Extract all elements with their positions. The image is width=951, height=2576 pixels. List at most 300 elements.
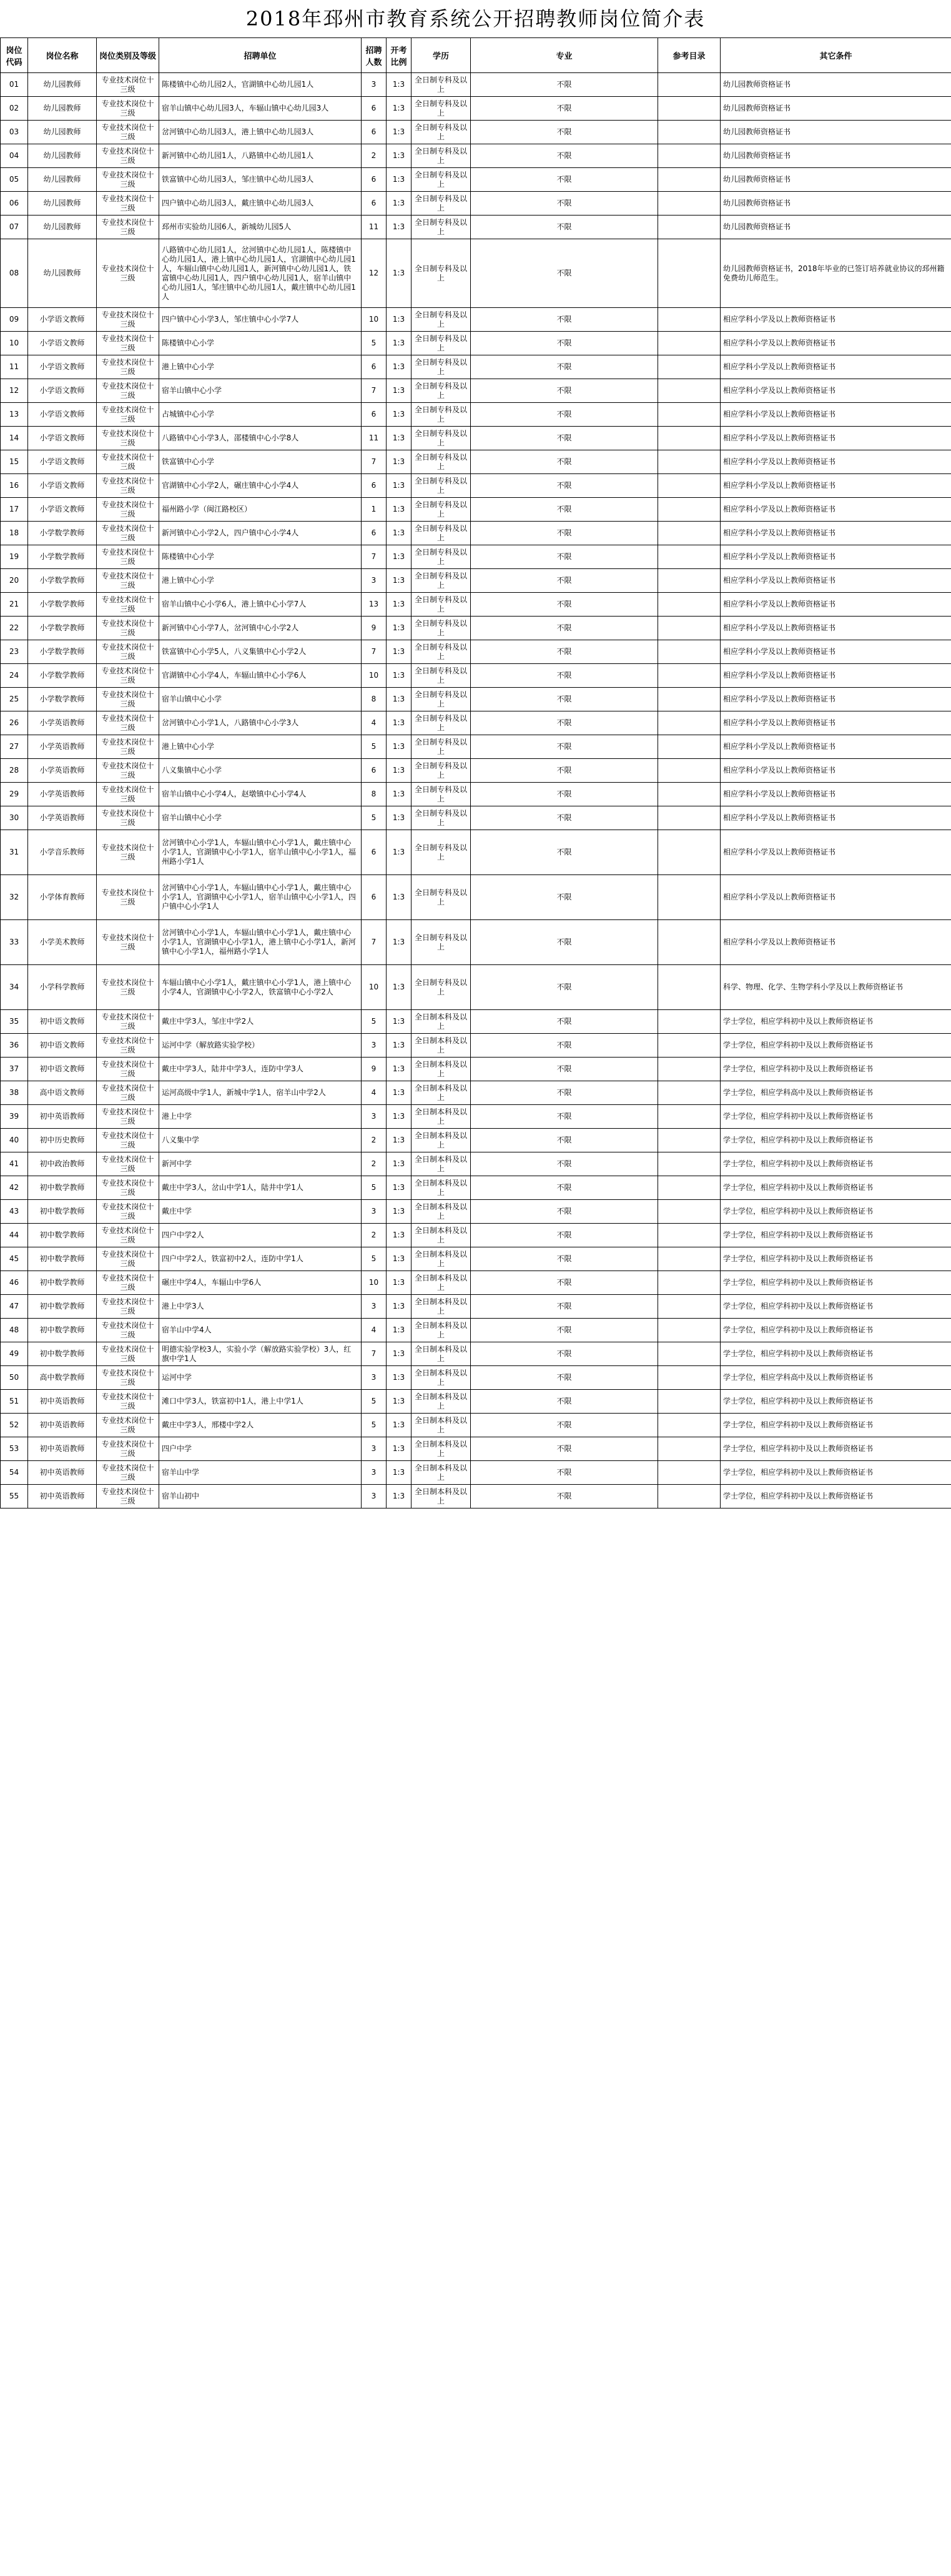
cell-type: 专业技术岗位十三级 — [97, 1437, 159, 1461]
cell-unit: 八义集镇中心小学 — [159, 759, 362, 783]
cell-name: 小学语文教师 — [28, 355, 97, 379]
cell-edu: 全日制本科及以上 — [411, 1247, 471, 1271]
cell-edu: 全日制专科及以上 — [411, 965, 471, 1010]
cell-type: 专业技术岗位十三级 — [97, 308, 159, 332]
cell-unit: 戴庄中学3人，陆井中学3人，连防中学3人 — [159, 1058, 362, 1081]
cell-major: 不限 — [471, 73, 658, 97]
cell-type: 专业技术岗位十三级 — [97, 759, 159, 783]
cell-num: 3 — [362, 73, 387, 97]
cell-num: 12 — [362, 239, 387, 308]
cell-num: 7 — [362, 920, 387, 965]
cell-num: 7 — [362, 545, 387, 569]
cell-ratio: 1:3 — [387, 1485, 411, 1508]
cell-edu: 全日制本科及以上 — [411, 1224, 471, 1247]
cell-num: 5 — [362, 332, 387, 355]
cell-unit: 岔河镇中心小学1人，车辐山镇中心小学1人，戴庄镇中心小学1人，官湖镇中心小学1人，宿羊山镇中心小学1人，福州路小学1人 — [159, 830, 362, 875]
table-row — [1, 711, 951, 735]
cell-ref — [658, 355, 721, 379]
cell-code: 22 — [1, 617, 28, 640]
cell-name: 幼儿园教师 — [28, 239, 97, 308]
cell-name: 初中英语教师 — [28, 1437, 97, 1461]
cell-name: 幼儿园教师 — [28, 121, 97, 144]
cell-ref — [658, 664, 721, 688]
cell-edu: 全日制本科及以上 — [411, 1200, 471, 1224]
cell-major: 不限 — [471, 1224, 658, 1247]
table-row — [1, 379, 951, 403]
cell-major: 不限 — [471, 1319, 658, 1342]
cell-ratio: 1:3 — [387, 332, 411, 355]
cell-edu: 全日制专科及以上 — [411, 498, 471, 522]
cell-unit: 港上镇中心小学 — [159, 735, 362, 759]
cell-name: 小学数学教师 — [28, 545, 97, 569]
cell-other: 相应学科小学及以上教师资格证书 — [721, 759, 951, 783]
cell-name: 初中语文教师 — [28, 1034, 97, 1058]
cell-code: 13 — [1, 403, 28, 427]
cell-ref — [658, 332, 721, 355]
cell-other: 学士学位，相应学科初中及以上教师资格证书 — [721, 1485, 951, 1508]
cell-unit: 港上镇中心小学 — [159, 569, 362, 593]
cell-unit: 新河镇中心小学2人，四户镇中心小学4人 — [159, 522, 362, 545]
cell-name: 小学英语教师 — [28, 806, 97, 830]
cell-num: 6 — [362, 759, 387, 783]
cell-edu: 全日制专科及以上 — [411, 593, 471, 617]
cell-other: 相应学科小学及以上教师资格证书 — [721, 474, 951, 498]
cell-other: 相应学科小学及以上教师资格证书 — [721, 806, 951, 830]
cell-ratio: 1:3 — [387, 73, 411, 97]
table-row — [1, 1058, 951, 1081]
header-ratio: 开考比例 — [387, 38, 411, 73]
cell-unit: 岔河镇中心小学1人，车辐山镇中心小学1人，戴庄镇中心小学1人，官湖镇中心小学1人，港上镇中心小学1人，新河镇中心小学1人，福州路小学1人 — [159, 920, 362, 965]
cell-type: 专业技术岗位十三级 — [97, 1414, 159, 1437]
cell-code: 49 — [1, 1342, 28, 1366]
cell-major: 不限 — [471, 215, 658, 239]
cell-ref — [658, 121, 721, 144]
header-edu: 学历 — [411, 38, 471, 73]
cell-unit: 宿羊山镇中心小学4人，赵墩镇中心小学4人 — [159, 783, 362, 806]
cell-major: 不限 — [471, 593, 658, 617]
cell-major: 不限 — [471, 1010, 658, 1034]
cell-code: 11 — [1, 355, 28, 379]
cell-other: 相应学科小学及以上教师资格证书 — [721, 735, 951, 759]
cell-ratio: 1:3 — [387, 1010, 411, 1034]
cell-code: 37 — [1, 1058, 28, 1081]
cell-num: 3 — [362, 1034, 387, 1058]
cell-num: 5 — [362, 1390, 387, 1414]
cell-num: 6 — [362, 192, 387, 215]
cell-type: 专业技术岗位十三级 — [97, 1224, 159, 1247]
cell-edu: 全日制本科及以上 — [411, 1414, 471, 1437]
cell-ratio: 1:3 — [387, 427, 411, 450]
cell-ratio: 1:3 — [387, 1414, 411, 1437]
cell-major: 不限 — [471, 1081, 658, 1105]
cell-edu: 全日制本科及以上 — [411, 1342, 471, 1366]
cell-ref — [658, 427, 721, 450]
cell-name: 初中英语教师 — [28, 1414, 97, 1437]
cell-edu: 全日制专科及以上 — [411, 875, 471, 920]
cell-type: 专业技术岗位十三级 — [97, 1342, 159, 1366]
cell-ratio: 1:3 — [387, 522, 411, 545]
cell-type: 专业技术岗位十三级 — [97, 498, 159, 522]
cell-num: 3 — [362, 1437, 387, 1461]
cell-num: 3 — [362, 1366, 387, 1390]
cell-major: 不限 — [471, 192, 658, 215]
table-row — [1, 1366, 951, 1390]
cell-other: 相应学科小学及以上教师资格证书 — [721, 593, 951, 617]
cell-name: 初中英语教师 — [28, 1485, 97, 1508]
cell-num: 5 — [362, 1176, 387, 1200]
cell-name: 初中数学教师 — [28, 1247, 97, 1271]
header-unit: 招聘单位 — [159, 38, 362, 73]
cell-code: 31 — [1, 830, 28, 875]
cell-code: 04 — [1, 144, 28, 168]
cell-major: 不限 — [471, 711, 658, 735]
cell-num: 11 — [362, 215, 387, 239]
cell-name: 小学数学教师 — [28, 569, 97, 593]
cell-code: 35 — [1, 1010, 28, 1034]
cell-num: 10 — [362, 308, 387, 332]
table-row — [1, 1105, 951, 1129]
cell-ratio: 1:3 — [387, 1058, 411, 1081]
cell-name: 小学数学教师 — [28, 617, 97, 640]
cell-major: 不限 — [471, 1200, 658, 1224]
cell-code: 28 — [1, 759, 28, 783]
cell-other: 学士学位，相应学科初中及以上教师资格证书 — [721, 1342, 951, 1366]
header-code: 岗位代码 — [1, 38, 28, 73]
cell-unit: 车辐山镇中心小学1人，戴庄镇中心小学1人，港上镇中心小学4人，官湖镇中心小学2人，铁富镇中心小学2人 — [159, 965, 362, 1010]
table-row — [1, 1010, 951, 1034]
cell-type: 专业技术岗位十三级 — [97, 73, 159, 97]
cell-type: 专业技术岗位十三级 — [97, 783, 159, 806]
cell-type: 专业技术岗位十三级 — [97, 1461, 159, 1485]
cell-unit: 新河镇中心幼儿园1人，八路镇中心幼儿园1人 — [159, 144, 362, 168]
table-row — [1, 403, 951, 427]
cell-ref — [658, 1295, 721, 1319]
cell-type: 专业技术岗位十三级 — [97, 239, 159, 308]
cell-other: 相应学科小学及以上教师资格证书 — [721, 640, 951, 664]
cell-unit: 戴庄中学 — [159, 1200, 362, 1224]
table-row — [1, 522, 951, 545]
cell-edu: 全日制专科及以上 — [411, 617, 471, 640]
cell-name: 小学体育教师 — [28, 875, 97, 920]
cell-num: 6 — [362, 168, 387, 192]
cell-major: 不限 — [471, 498, 658, 522]
cell-major: 不限 — [471, 1461, 658, 1485]
cell-code: 08 — [1, 239, 28, 308]
cell-edu: 全日制专科及以上 — [411, 806, 471, 830]
cell-edu: 全日制专科及以上 — [411, 379, 471, 403]
table-row — [1, 1437, 951, 1461]
cell-other: 相应学科小学及以上教师资格证书 — [721, 427, 951, 450]
table-row — [1, 1414, 951, 1437]
cell-ref — [658, 545, 721, 569]
cell-name: 初中数学教师 — [28, 1319, 97, 1342]
table-row — [1, 192, 951, 215]
table-header-row — [1, 38, 951, 73]
cell-other: 学士学位，相应学科初中及以上教师资格证书 — [721, 1176, 951, 1200]
cell-ref — [658, 1034, 721, 1058]
cell-num: 8 — [362, 783, 387, 806]
cell-ratio: 1:3 — [387, 1224, 411, 1247]
cell-code: 01 — [1, 73, 28, 97]
cell-name: 小学英语教师 — [28, 783, 97, 806]
cell-type: 专业技术岗位十三级 — [97, 1366, 159, 1390]
cell-other: 相应学科小学及以上教师资格证书 — [721, 783, 951, 806]
cell-other: 学士学位，相应学科初中及以上教师资格证书 — [721, 1200, 951, 1224]
table-row — [1, 121, 951, 144]
cell-num: 2 — [362, 1224, 387, 1247]
cell-edu: 全日制本科及以上 — [411, 1390, 471, 1414]
table-row — [1, 239, 951, 308]
cell-num: 6 — [362, 875, 387, 920]
cell-name: 初中数学教师 — [28, 1224, 97, 1247]
cell-ref — [658, 1342, 721, 1366]
header-type: 岗位类别及等级 — [97, 38, 159, 73]
cell-code: 32 — [1, 875, 28, 920]
table-row — [1, 1152, 951, 1176]
cell-num: 6 — [362, 97, 387, 121]
cell-name: 小学语文教师 — [28, 450, 97, 474]
header-major: 专业 — [471, 38, 658, 73]
cell-edu: 全日制本科及以上 — [411, 1034, 471, 1058]
cell-unit: 新河镇中心小学7人，岔河镇中心小学2人 — [159, 617, 362, 640]
cell-unit: 港上中学3人 — [159, 1295, 362, 1319]
cell-unit: 八路镇中心小学3人，邵楼镇中心小学8人 — [159, 427, 362, 450]
cell-num: 6 — [362, 355, 387, 379]
table-row — [1, 427, 951, 450]
cell-num: 3 — [362, 1200, 387, 1224]
cell-unit: 四户镇中心幼儿园3人，戴庄镇中心幼儿园3人 — [159, 192, 362, 215]
cell-type: 专业技术岗位十三级 — [97, 168, 159, 192]
table-row — [1, 450, 951, 474]
cell-code: 12 — [1, 379, 28, 403]
cell-other: 相应学科小学及以上教师资格证书 — [721, 688, 951, 711]
cell-other: 相应学科小学及以上教师资格证书 — [721, 355, 951, 379]
cell-ref — [658, 308, 721, 332]
table-row — [1, 664, 951, 688]
cell-major: 不限 — [471, 759, 658, 783]
cell-name: 小学语文教师 — [28, 332, 97, 355]
cell-ratio: 1:3 — [387, 759, 411, 783]
cell-type: 专业技术岗位十三级 — [97, 121, 159, 144]
cell-major: 不限 — [471, 1485, 658, 1508]
cell-name: 小学英语教师 — [28, 735, 97, 759]
cell-name: 小学数学教师 — [28, 664, 97, 688]
cell-ref — [658, 920, 721, 965]
cell-major: 不限 — [471, 144, 658, 168]
cell-num: 6 — [362, 830, 387, 875]
cell-major: 不限 — [471, 1342, 658, 1366]
cell-ratio: 1:3 — [387, 403, 411, 427]
cell-code: 38 — [1, 1081, 28, 1105]
cell-other: 相应学科小学及以上教师资格证书 — [721, 332, 951, 355]
cell-name: 幼儿园教师 — [28, 168, 97, 192]
cell-major: 不限 — [471, 806, 658, 830]
cell-ratio: 1:3 — [387, 711, 411, 735]
cell-other: 幼儿园教师资格证书 — [721, 73, 951, 97]
cell-other: 学士学位，相应学科初中及以上教师资格证书 — [721, 1034, 951, 1058]
cell-name: 小学英语教师 — [28, 759, 97, 783]
cell-ref — [658, 688, 721, 711]
cell-ref — [658, 168, 721, 192]
cell-num: 1 — [362, 498, 387, 522]
cell-num: 3 — [362, 1105, 387, 1129]
cell-other: 学士学位，相应学科初中及以上教师资格证书 — [721, 1414, 951, 1437]
cell-name: 初中数学教师 — [28, 1295, 97, 1319]
cell-type: 专业技术岗位十三级 — [97, 474, 159, 498]
cell-unit: 陈楼镇中心小学 — [159, 332, 362, 355]
cell-unit: 宿羊山中学4人 — [159, 1319, 362, 1342]
cell-major: 不限 — [471, 403, 658, 427]
cell-ratio: 1:3 — [387, 355, 411, 379]
cell-code: 39 — [1, 1105, 28, 1129]
cell-ratio: 1:3 — [387, 688, 411, 711]
page-title: 2018年邳州市教育系统公开招聘教师岗位简介表 — [245, 7, 706, 31]
cell-unit: 戴庄中学3人，邹庄中学2人 — [159, 1010, 362, 1034]
cell-other: 相应学科小学及以上教师资格证书 — [721, 664, 951, 688]
table-row — [1, 830, 951, 875]
cell-major: 不限 — [471, 1437, 658, 1461]
cell-code: 29 — [1, 783, 28, 806]
cell-ref — [658, 1081, 721, 1105]
cell-name: 小学语文教师 — [28, 308, 97, 332]
cell-num: 4 — [362, 1081, 387, 1105]
cell-type: 专业技术岗位十三级 — [97, 569, 159, 593]
table-row — [1, 498, 951, 522]
cell-edu: 全日制本科及以上 — [411, 1366, 471, 1390]
cell-unit: 新河中学 — [159, 1152, 362, 1176]
cell-num: 7 — [362, 450, 387, 474]
cell-name: 初中语文教师 — [28, 1010, 97, 1034]
cell-major: 不限 — [471, 450, 658, 474]
cell-code: 48 — [1, 1319, 28, 1342]
cell-ref — [658, 1129, 721, 1152]
cell-other: 相应学科小学及以上教师资格证书 — [721, 875, 951, 920]
cell-num: 5 — [362, 806, 387, 830]
cell-ratio: 1:3 — [387, 121, 411, 144]
cell-name: 初中英语教师 — [28, 1105, 97, 1129]
cell-code: 33 — [1, 920, 28, 965]
table-row — [1, 355, 951, 379]
cell-code: 51 — [1, 1390, 28, 1414]
cell-edu: 全日制专科及以上 — [411, 121, 471, 144]
cell-code: 06 — [1, 192, 28, 215]
cell-name: 初中数学教师 — [28, 1271, 97, 1295]
cell-code: 41 — [1, 1152, 28, 1176]
cell-edu: 全日制专科及以上 — [411, 403, 471, 427]
positions-table — [0, 37, 951, 1508]
table-row — [1, 168, 951, 192]
cell-unit: 陈楼镇中心幼儿园2人，官湖镇中心幼儿园1人 — [159, 73, 362, 97]
cell-major: 不限 — [471, 1271, 658, 1295]
cell-unit: 宿羊山镇中心小学 — [159, 688, 362, 711]
cell-ref — [658, 403, 721, 427]
cell-code: 46 — [1, 1271, 28, 1295]
cell-edu: 全日制专科及以上 — [411, 920, 471, 965]
cell-ref — [658, 965, 721, 1010]
cell-ratio: 1:3 — [387, 308, 411, 332]
cell-type: 专业技术岗位十三级 — [97, 965, 159, 1010]
cell-num: 2 — [362, 1129, 387, 1152]
table-row — [1, 783, 951, 806]
cell-major: 不限 — [471, 1129, 658, 1152]
cell-unit: 铁富镇中心幼儿园3人，邹庄镇中心幼儿园3人 — [159, 168, 362, 192]
cell-ratio: 1:3 — [387, 664, 411, 688]
table-row — [1, 545, 951, 569]
table-row — [1, 1200, 951, 1224]
cell-code: 10 — [1, 332, 28, 355]
cell-major: 不限 — [471, 427, 658, 450]
cell-edu: 全日制专科及以上 — [411, 168, 471, 192]
cell-name: 初中英语教师 — [28, 1461, 97, 1485]
cell-ratio: 1:3 — [387, 640, 411, 664]
cell-ref — [658, 640, 721, 664]
cell-ref — [658, 1414, 721, 1437]
cell-type: 专业技术岗位十三级 — [97, 1319, 159, 1342]
cell-edu: 全日制专科及以上 — [411, 569, 471, 593]
table-row — [1, 617, 951, 640]
cell-type: 专业技术岗位十三级 — [97, 450, 159, 474]
cell-ratio: 1:3 — [387, 1295, 411, 1319]
cell-ref — [658, 1437, 721, 1461]
cell-other: 相应学科小学及以上教师资格证书 — [721, 522, 951, 545]
cell-unit: 邳州市实验幼儿园6人，新城幼儿园5人 — [159, 215, 362, 239]
cell-ref — [658, 97, 721, 121]
cell-code: 20 — [1, 569, 28, 593]
cell-major: 不限 — [471, 1247, 658, 1271]
cell-other: 学士学位，相应学科初中及以上教师资格证书 — [721, 1319, 951, 1342]
table-row — [1, 1485, 951, 1508]
cell-ref — [658, 875, 721, 920]
cell-ref — [658, 379, 721, 403]
cell-type: 专业技术岗位十三级 — [97, 1010, 159, 1034]
cell-ratio: 1:3 — [387, 379, 411, 403]
cell-ref — [658, 1176, 721, 1200]
cell-ref — [658, 735, 721, 759]
cell-major: 不限 — [471, 1295, 658, 1319]
cell-unit: 官湖镇中心小学2人，碾庄镇中心小学4人 — [159, 474, 362, 498]
header-ref: 参考目录 — [658, 38, 721, 73]
cell-major: 不限 — [471, 1414, 658, 1437]
cell-other: 相应学科小学及以上教师资格证书 — [721, 379, 951, 403]
cell-ratio: 1:3 — [387, 735, 411, 759]
cell-other: 学士学位，相应学科初中及以上教师资格证书 — [721, 1247, 951, 1271]
cell-unit: 宿羊山镇中心幼儿园3人，车辐山镇中心幼儿园3人 — [159, 97, 362, 121]
cell-ref — [658, 1058, 721, 1081]
header-name: 岗位名称 — [28, 38, 97, 73]
cell-type: 专业技术岗位十三级 — [97, 617, 159, 640]
cell-other: 相应学科小学及以上教师资格证书 — [721, 545, 951, 569]
cell-code: 53 — [1, 1437, 28, 1461]
cell-ratio: 1:3 — [387, 1152, 411, 1176]
cell-unit: 四户中学2人，铁富初中2人，连防中学1人 — [159, 1247, 362, 1271]
cell-edu: 全日制专科及以上 — [411, 522, 471, 545]
cell-type: 专业技术岗位十三级 — [97, 355, 159, 379]
cell-unit: 官湖镇中心小学4人，车辐山镇中心小学6人 — [159, 664, 362, 688]
cell-unit: 四户中学 — [159, 1437, 362, 1461]
cell-code: 36 — [1, 1034, 28, 1058]
cell-ratio: 1:3 — [387, 875, 411, 920]
cell-name: 初中语文教师 — [28, 1058, 97, 1081]
cell-ref — [658, 1247, 721, 1271]
cell-ref — [658, 498, 721, 522]
table-row — [1, 97, 951, 121]
cell-edu: 全日制专科及以上 — [411, 239, 471, 308]
cell-edu: 全日制专科及以上 — [411, 640, 471, 664]
table-row — [1, 1271, 951, 1295]
table-row — [1, 759, 951, 783]
cell-edu: 全日制本科及以上 — [411, 1271, 471, 1295]
cell-other: 幼儿园教师资格证书 — [721, 168, 951, 192]
